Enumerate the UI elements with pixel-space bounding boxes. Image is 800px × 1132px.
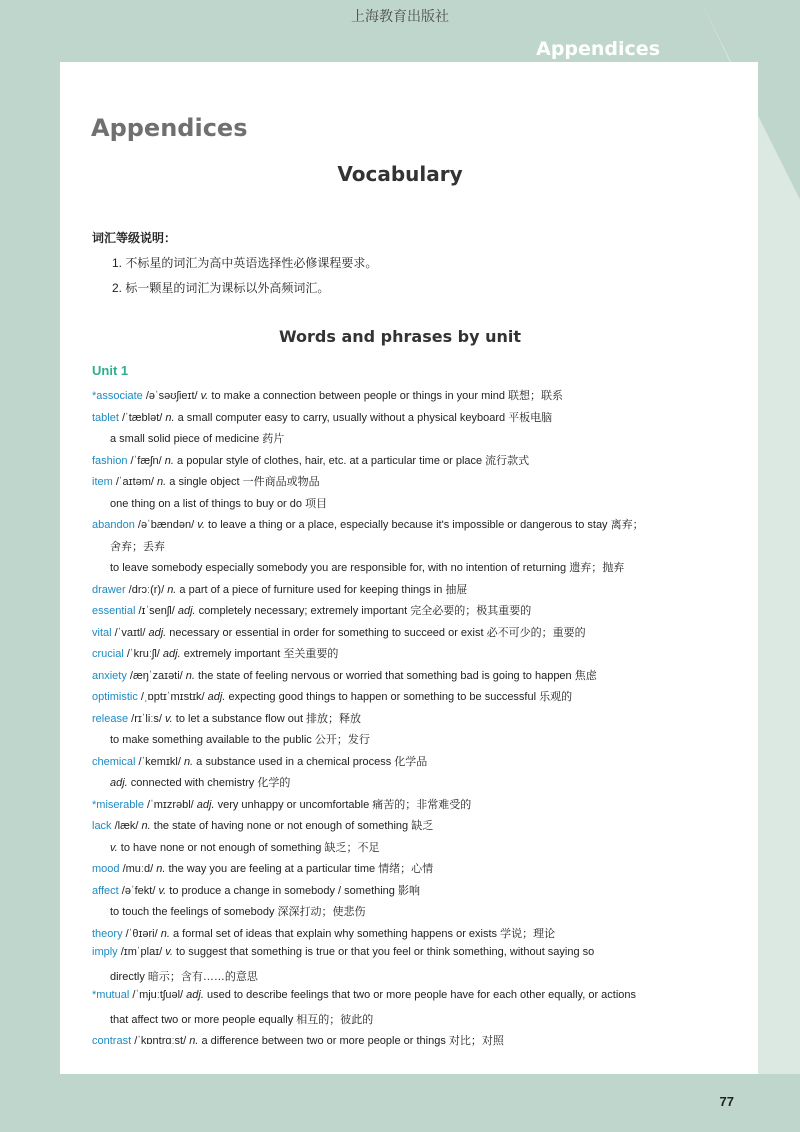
vocab-part-of-speech: adj. bbox=[207, 691, 226, 703]
vocab-phonetic: /ɪˈsenʃl/ bbox=[135, 605, 178, 617]
vocab-part-of-speech: v. bbox=[197, 519, 205, 531]
vocab-phonetic: /æŋˈzaɪəti/ bbox=[126, 669, 186, 682]
section-label: Appendices bbox=[536, 38, 660, 60]
vocab-phonetic: /ˈkɒntrɑːst/ bbox=[131, 1035, 190, 1047]
vocab-phonetic: /ˈkemɪkl/ bbox=[135, 755, 184, 768]
vocab-phonetic: /əˈsəʊʃieɪt/ bbox=[142, 390, 201, 402]
page-title: Appendices bbox=[91, 114, 248, 142]
vocab-definition: to have none or not enough of something 缺乏；不足 bbox=[117, 841, 380, 854]
vocab-word: lack bbox=[92, 820, 112, 832]
vocab-part-of-speech: n. bbox=[157, 476, 167, 488]
vocab-part-of-speech: n. bbox=[160, 927, 170, 940]
vocab-word: abandon bbox=[92, 519, 135, 531]
vocab-definition: to suggest that something is true or that you feel or think something, without saying so bbox=[172, 946, 595, 958]
vocab-entry bbox=[92, 882, 420, 898]
vocab-definition: connected with chemistry 化学的 bbox=[127, 777, 291, 789]
vocab-phonetic: /ˈfæʃn/ bbox=[127, 454, 165, 467]
vocab-definition: that affect two or more people equally 相互的；彼此的 bbox=[110, 1013, 374, 1026]
vocab-definition: the way you are feeling at a particular time 情绪；心情 bbox=[165, 863, 434, 875]
vocab-definition: to leave a thing or a place, especially because it's impossible or dangerous to stay 离弃； bbox=[204, 519, 644, 531]
vocab-part-of-speech: v. bbox=[165, 712, 173, 725]
vocab-entry-continuation bbox=[110, 731, 370, 747]
vocab-definition: to produce a change in somebody / something 影响 bbox=[166, 884, 420, 897]
vocab-entry bbox=[92, 645, 338, 661]
vocab-entry bbox=[92, 624, 586, 640]
note-item: 2. 标一颗星的词汇为课标以外高频词汇。 bbox=[112, 281, 330, 295]
vocab-definition: to leave somebody especially somebody you are responsible for, with no intention of returning 遗弃；抛弃 bbox=[110, 562, 625, 574]
vocab-definition: a small solid piece of medicine 药片 bbox=[110, 433, 285, 445]
vocab-definition: the state of having none or not enough of something 缺乏 bbox=[150, 820, 434, 832]
vocab-definition: a difference between two or more people or things 对比；对照 bbox=[198, 1035, 504, 1047]
vocab-entry bbox=[92, 1032, 504, 1048]
vocab-entry bbox=[92, 710, 361, 726]
vocab-definition: 舍弃；丢弃 bbox=[110, 540, 165, 553]
vocab-phonetic: /drɔː(r)/ bbox=[125, 583, 168, 596]
vocab-definition: very unhappy or uncomfortable 痛苦的；非常难受的 bbox=[214, 798, 472, 811]
unit-heading: Unit 1 bbox=[92, 363, 129, 378]
vocab-definition: a single object 一件商品或物品 bbox=[166, 476, 320, 488]
vocab-entry-continuation bbox=[110, 839, 379, 855]
vocab-entry bbox=[92, 796, 471, 812]
vocab-word: *mutual bbox=[92, 989, 130, 1001]
vocab-phonetic: /əˈbændən/ bbox=[134, 519, 198, 531]
vocab-definition: one thing on a list of things to buy or do 项目 bbox=[110, 497, 328, 510]
note-item: 1. 不标星的词汇为高中英语选择性必修课程要求。 bbox=[112, 256, 378, 270]
vocab-definition: directly 暗示；含有……的意思 bbox=[110, 970, 258, 983]
vocab-phonetic: /muːd/ bbox=[119, 863, 157, 875]
vocab-entry bbox=[92, 688, 572, 704]
vocab-phonetic: /ˈtæblət/ bbox=[118, 411, 166, 424]
vocab-part-of-speech: v. bbox=[165, 946, 173, 958]
vocab-entry bbox=[92, 473, 320, 489]
vocab-definition: a substance used in a chemical process 化学品 bbox=[193, 755, 428, 768]
vocab-entry-continuation bbox=[110, 559, 624, 575]
vocab-word: optimistic bbox=[92, 691, 138, 703]
vocab-definition: to touch the feelings of somebody 深深打动；使悲伤 bbox=[110, 906, 366, 918]
vocab-phonetic: /ɪmˈplaɪ/ bbox=[117, 946, 166, 958]
vocab-entry-continuation bbox=[110, 495, 327, 511]
vocab-entry bbox=[92, 516, 644, 532]
vocab-word: mood bbox=[92, 863, 120, 875]
vocab-phonetic: /əˈfekt/ bbox=[118, 884, 159, 897]
vocab-entry bbox=[92, 581, 467, 597]
vocab-phonetic: /ˈθɪəri/ bbox=[122, 927, 161, 940]
vocab-word: affect bbox=[92, 884, 119, 897]
vocab-phonetic: /ˈvaɪtl/ bbox=[111, 626, 149, 639]
vocab-phonetic: /ˈaɪtəm/ bbox=[112, 476, 158, 488]
vocab-entry bbox=[92, 753, 427, 769]
page-number: 77 bbox=[719, 1094, 734, 1109]
vocab-phonetic: /ˈmjuːtʃuəl/ bbox=[129, 989, 187, 1001]
vocab-entry bbox=[92, 667, 597, 683]
vocab-word: contrast bbox=[92, 1035, 132, 1047]
vocab-entry bbox=[92, 860, 433, 876]
vocab-entry-continuation bbox=[110, 903, 366, 919]
vocab-part-of-speech: v. bbox=[200, 390, 209, 402]
vocab-definition: necessary or essential in order for something to succeed or exist 必不可少的；重要的 bbox=[166, 626, 586, 639]
vocab-part-of-speech: adj. bbox=[196, 798, 215, 811]
vocab-word: release bbox=[92, 712, 129, 725]
vocab-definition: to make a connection between people or things in your mind 联想；联系 bbox=[208, 390, 564, 402]
vocab-part-of-speech: adj. bbox=[177, 605, 196, 617]
vocab-entry-continuation bbox=[110, 538, 165, 554]
vocab-phonetic: /læk/ bbox=[111, 820, 142, 832]
vocab-definition: to let a substance flow out 排放；释放 bbox=[172, 712, 362, 725]
vocab-definition: extremely important 至关重要的 bbox=[180, 648, 339, 660]
vocab-entry bbox=[92, 946, 594, 958]
vocab-part-of-speech: adj. bbox=[186, 989, 204, 1001]
vocab-definition: a popular style of clothes, hair, etc. at a particular time or place 流行款式 bbox=[173, 454, 530, 467]
vocab-entry bbox=[92, 602, 531, 618]
vocab-word: chemical bbox=[92, 755, 136, 768]
vocab-part-of-speech: n. bbox=[185, 669, 195, 682]
vocab-definition: the state of feeling nervous or worried that something bad is going to happen 焦虑 bbox=[194, 669, 597, 682]
vocab-part-of-speech: n. bbox=[141, 820, 151, 832]
vocab-phonetic: /ˈmɪzrəbl/ bbox=[143, 798, 197, 811]
vocab-word: anxiety bbox=[92, 669, 127, 682]
vocab-definition: to make something available to the public 公开；发行 bbox=[110, 734, 370, 746]
vocab-part-of-speech: n. bbox=[164, 454, 174, 467]
vocab-definition: expecting good things to happen or something to be successful 乐观的 bbox=[225, 691, 573, 703]
vocab-entry bbox=[92, 452, 529, 468]
vocab-word: drawer bbox=[92, 583, 126, 596]
vocab-entry-continuation bbox=[110, 430, 284, 446]
vocab-definition: a formal set of ideas that explain why something happens or exists 学说；理论 bbox=[169, 927, 556, 940]
vocab-entry-continuation bbox=[110, 1011, 373, 1027]
vocab-word: tablet bbox=[92, 411, 119, 424]
vocab-word: *associate bbox=[92, 390, 143, 402]
vocab-definition: completely necessary; extremely important 完全必要的；极其重要的 bbox=[195, 605, 532, 617]
vocab-definition: a part of a piece of furniture used for keeping things in 抽屉 bbox=[176, 583, 468, 596]
vocab-part-of-speech: n. bbox=[165, 411, 175, 424]
vocab-word: fashion bbox=[92, 454, 128, 467]
vocab-entry bbox=[92, 989, 636, 1001]
vocab-part-of-speech: adj. bbox=[162, 648, 181, 660]
vocab-word: imply bbox=[92, 946, 118, 958]
vocab-definition: a small computer easy to carry, usually without a physical keyboard 平板电脑 bbox=[174, 411, 553, 424]
vocab-phonetic: /ˌɒptɪˈmɪstɪk/ bbox=[137, 691, 208, 703]
vocab-part-of-speech: n. bbox=[189, 1035, 199, 1047]
vocab-entry bbox=[92, 409, 552, 425]
section-heading: Words and phrases by unit bbox=[278, 327, 522, 346]
vocab-part-of-speech: v. bbox=[110, 841, 118, 854]
vocab-part-of-speech: adj. bbox=[148, 626, 167, 639]
vocab-word: item bbox=[92, 476, 113, 488]
vocab-phonetic: /ˈkruːʃl/ bbox=[123, 648, 163, 660]
vocab-entry bbox=[92, 817, 433, 833]
vocab-word: *miserable bbox=[92, 798, 144, 811]
publisher-name: 上海教育出版社 bbox=[351, 9, 449, 25]
vocab-word: vital bbox=[92, 626, 112, 639]
vocab-entry-continuation bbox=[110, 774, 290, 790]
vocab-definition: used to describe feelings that two or more people have for each other equally, or actions bbox=[203, 989, 637, 1001]
vocab-word: crucial bbox=[92, 648, 124, 660]
vocab-word: essential bbox=[92, 605, 136, 617]
vocabulary-heading: Vocabulary bbox=[337, 162, 463, 186]
vocab-entry bbox=[92, 925, 555, 941]
vocab-entry bbox=[92, 387, 563, 403]
vocab-word: theory bbox=[92, 927, 123, 940]
vocab-phonetic: /rɪˈliːs/ bbox=[128, 712, 165, 725]
vocab-part-of-speech: adj. bbox=[110, 777, 128, 789]
vocab-part-of-speech: n. bbox=[167, 583, 177, 596]
vocab-part-of-speech: n. bbox=[156, 863, 166, 875]
vocab-entry-continuation bbox=[110, 968, 258, 984]
vocab-part-of-speech: v. bbox=[158, 884, 167, 897]
notes-title: 词汇等级说明： bbox=[92, 231, 177, 245]
vocab-part-of-speech: n. bbox=[183, 755, 194, 768]
